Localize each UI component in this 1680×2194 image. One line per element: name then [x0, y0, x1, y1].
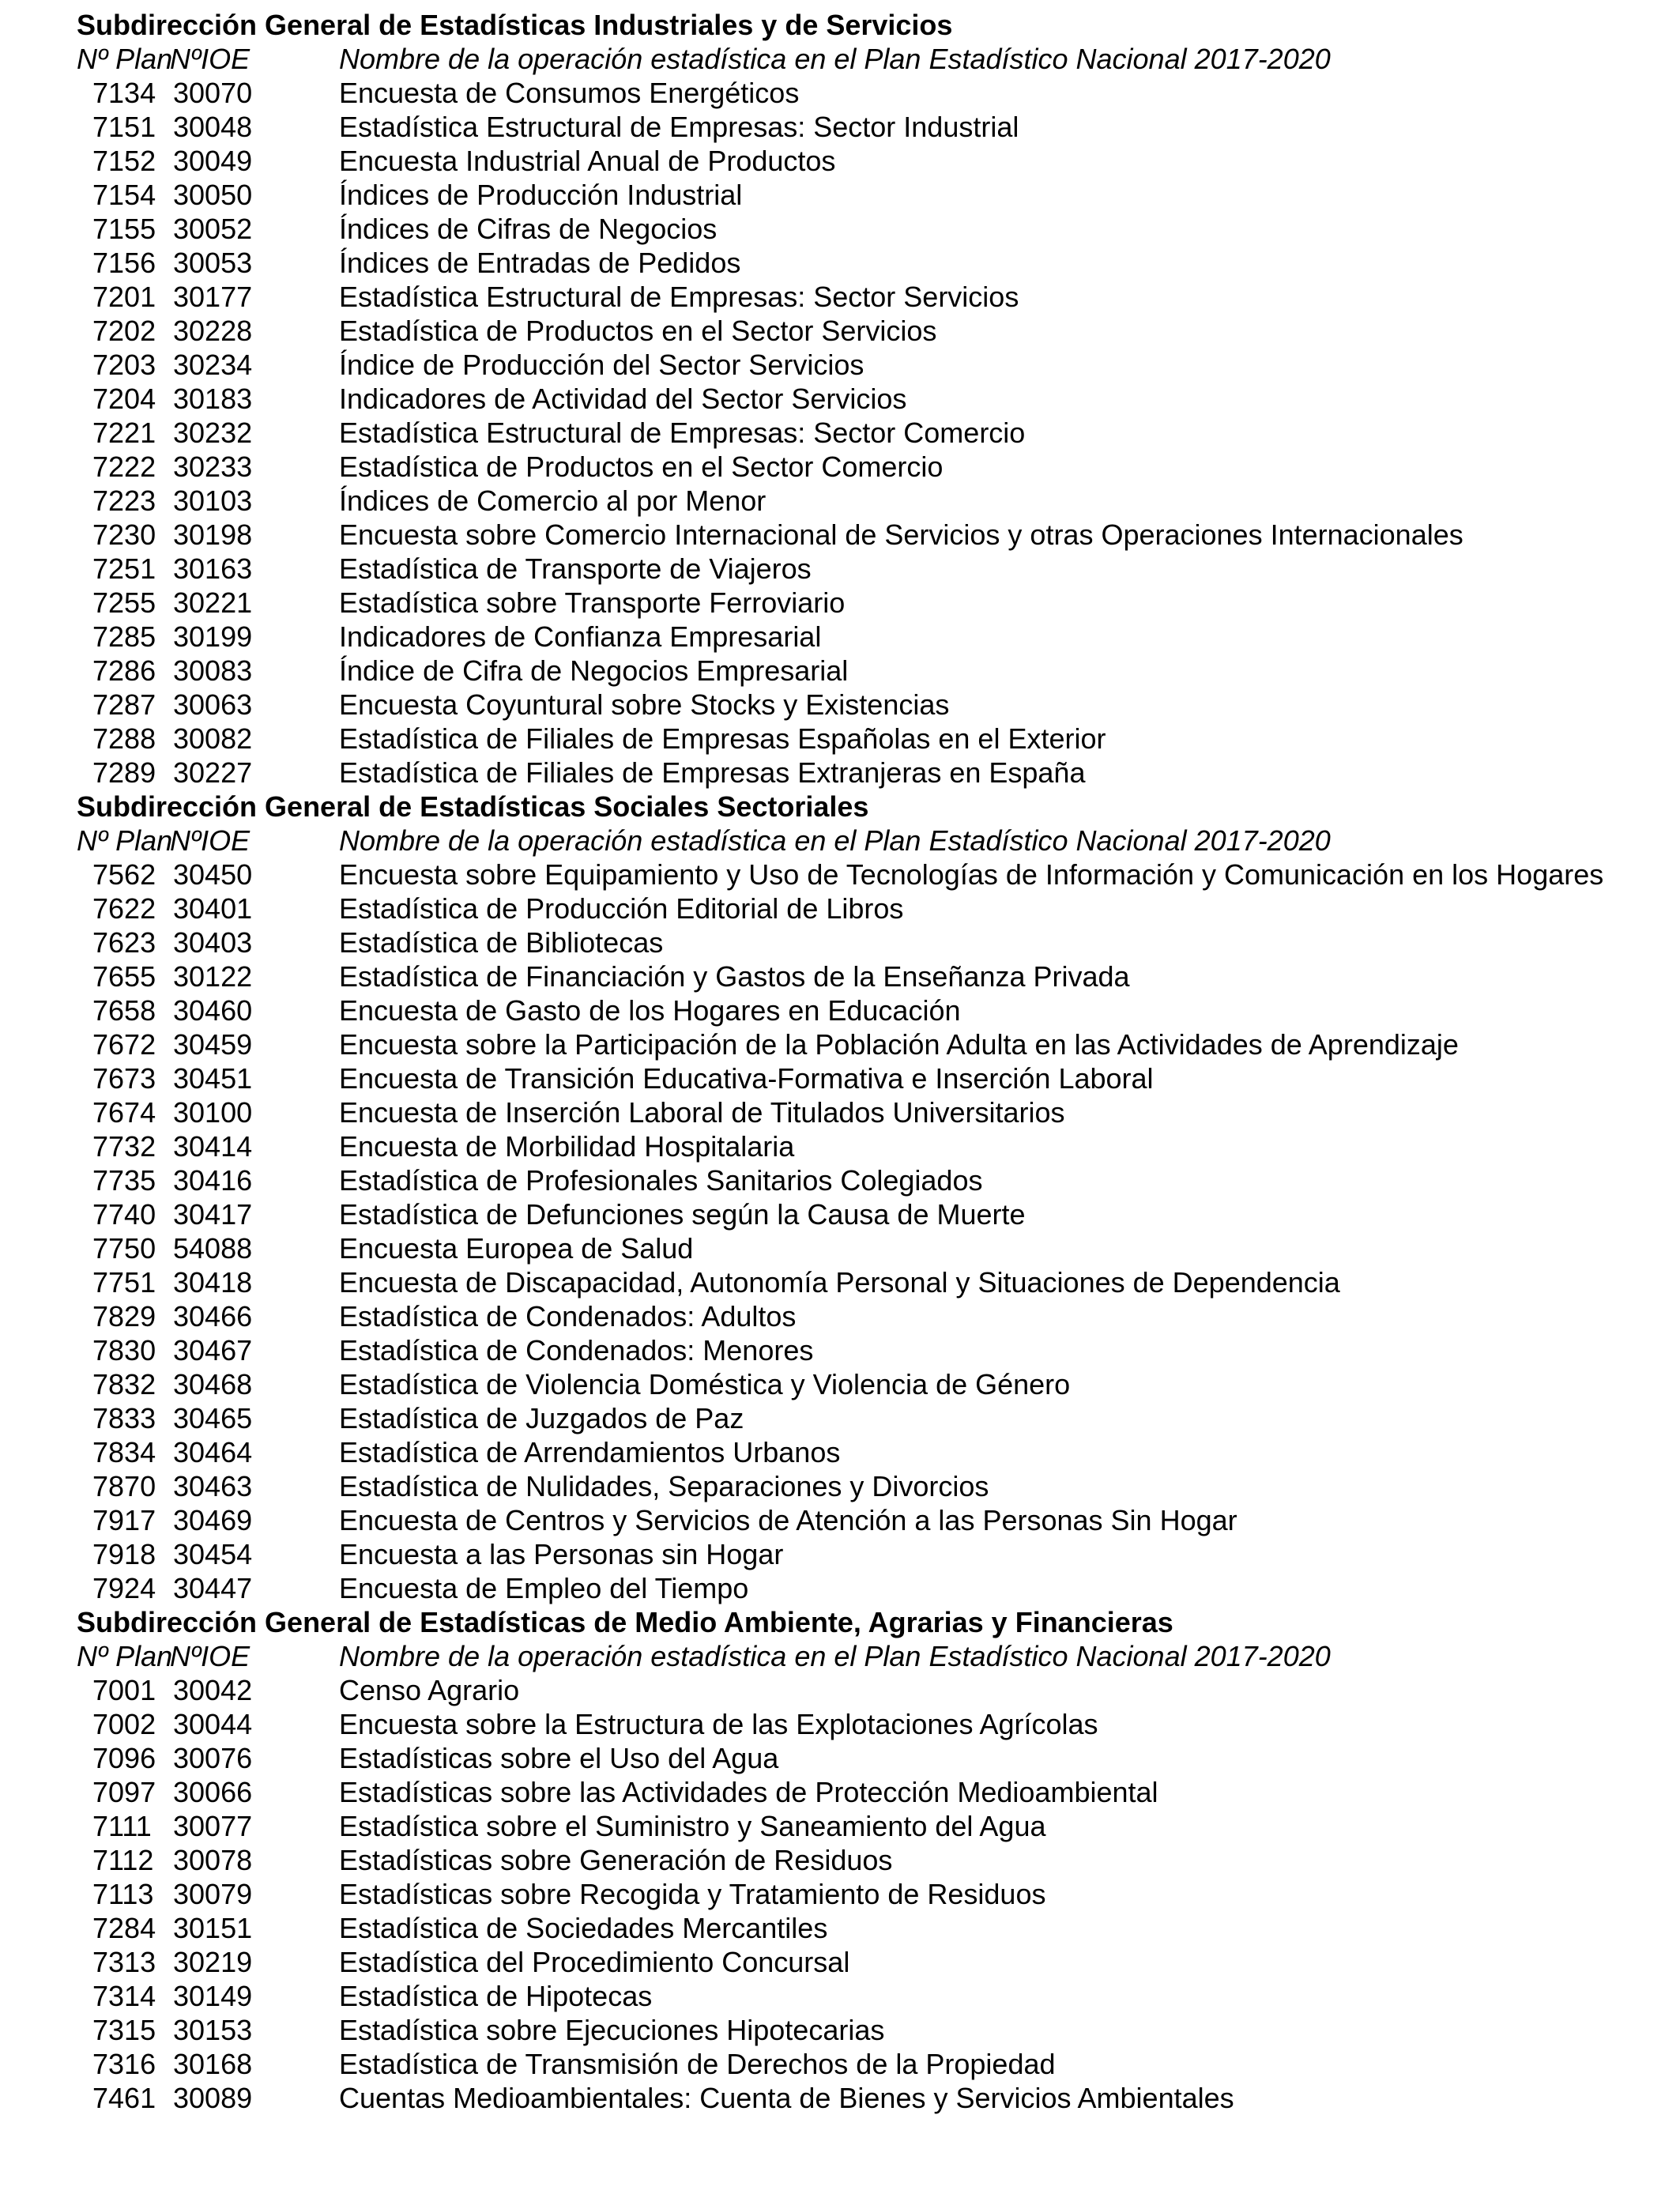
- ioe-number: 30416: [173, 1164, 253, 1197]
- table-row: [77, 552, 1649, 586]
- plan-number: 7287: [92, 688, 156, 721]
- ioe-number: 30465: [173, 1402, 253, 1434]
- plan-number: 7112: [92, 1844, 154, 1876]
- operation-name: Encuesta Coyuntural sobre Stocks y Existencias: [339, 688, 950, 721]
- table-row: [77, 1299, 1649, 1333]
- operation-name: Estadística de Producción Editorial de Libros: [339, 892, 904, 925]
- table-row: [77, 382, 1649, 416]
- table-row: [77, 280, 1649, 314]
- table-row: [77, 1503, 1649, 1537]
- ioe-number: 30464: [173, 1436, 253, 1468]
- ioe-number: 30066: [173, 1776, 253, 1808]
- operation-name: Estadística de Transmisión de Derechos de la Propiedad: [339, 2048, 1056, 2080]
- ioe-number: 30221: [173, 586, 253, 619]
- ioe-number: 30460: [173, 994, 253, 1027]
- plan-number: 7750: [92, 1232, 156, 1265]
- operation-name: Estadística de Filiales de Empresas Españolas en el Exterior: [339, 722, 1106, 755]
- plan-number: 7230: [92, 518, 156, 551]
- plan-number: 7832: [92, 1368, 156, 1400]
- plan-number: 7255: [92, 586, 156, 619]
- ioe-number: 30168: [173, 2048, 253, 2080]
- table-row: [77, 1265, 1649, 1299]
- operation-name: Índices de Producción Industrial: [339, 179, 743, 211]
- ioe-number: 30466: [173, 1300, 253, 1333]
- section: [77, 8, 1649, 790]
- table-row: [77, 2047, 1649, 2081]
- plan-number: 7622: [92, 892, 156, 925]
- table-row: [77, 959, 1649, 993]
- operation-name: Cuentas Medioambientales: Cuenta de Bienes y Servicios Ambientales: [339, 2082, 1234, 2114]
- ioe-number: 30401: [173, 892, 253, 925]
- plan-number: 7203: [92, 349, 156, 381]
- table-row: [77, 1707, 1649, 1741]
- operation-name: Estadística de Sociedades Mercantiles: [339, 1912, 828, 1944]
- plan-number: 7834: [92, 1436, 156, 1468]
- table-row: [77, 620, 1649, 654]
- operation-name: Indicadores de Actividad del Sector Servicios: [339, 383, 907, 415]
- operation-name: Estadística sobre el Suministro y Saneamiento del Agua: [339, 1810, 1046, 1842]
- table-row: [77, 1979, 1649, 2013]
- ioe-number: 30414: [173, 1130, 253, 1163]
- ioe-number: 30163: [173, 552, 253, 585]
- ioe-number: 30076: [173, 1742, 253, 1774]
- table-row: [77, 1571, 1649, 1605]
- plan-number: 7155: [92, 213, 156, 245]
- operation-name: Estadísticas sobre Generación de Residuos: [339, 1844, 893, 1876]
- plan-number: 7285: [92, 620, 156, 653]
- operation-name: Estadística de Financiación y Gastos de la Enseñanza Privada: [339, 960, 1130, 993]
- operation-name: Estadísticas sobre Recogida y Tratamiento de Residuos: [339, 1878, 1046, 1910]
- header-ioe: NºIOE: [170, 1640, 250, 1672]
- table-row: [77, 484, 1649, 518]
- plan-number: 7623: [92, 926, 156, 959]
- operation-name: Encuesta Europea de Salud: [339, 1232, 694, 1265]
- table-row: [77, 1129, 1649, 1163]
- ioe-number: 30078: [173, 1844, 253, 1876]
- plan-number: 7918: [92, 1538, 156, 1570]
- table-row: [77, 2013, 1649, 2047]
- ioe-number: 54088: [173, 1232, 253, 1265]
- plan-number: 7152: [92, 145, 156, 177]
- ioe-number: 30227: [173, 756, 253, 789]
- table-row: [77, 688, 1649, 722]
- table-row: [77, 518, 1649, 552]
- operation-name: Encuesta de Morbilidad Hospitalaria: [339, 1130, 795, 1163]
- ioe-number: 30122: [173, 960, 253, 993]
- operation-name: Estadística de Hipotecas: [339, 1980, 653, 2012]
- plan-number: 7461: [92, 2082, 156, 2114]
- plan-number: 7313: [92, 1946, 156, 1978]
- plan-number: 7658: [92, 994, 156, 1027]
- header-plan: Nº Plan: [77, 1640, 173, 1672]
- plan-number: 7673: [92, 1062, 156, 1095]
- table-row: [77, 1469, 1649, 1503]
- plan-number: 7111: [92, 1810, 152, 1842]
- column-header-row: [77, 42, 1649, 76]
- ioe-number: 30233: [173, 450, 253, 483]
- plan-number: 7674: [92, 1096, 156, 1129]
- ioe-number: 30469: [173, 1504, 253, 1536]
- operation-name: Índices de Comercio al por Menor: [339, 484, 767, 517]
- table-row: [77, 1537, 1649, 1571]
- ioe-number: 30053: [173, 247, 253, 279]
- table-row: [77, 722, 1649, 756]
- ioe-number: 30468: [173, 1368, 253, 1400]
- table-row: [77, 1945, 1649, 1979]
- plan-number: 7286: [92, 654, 156, 687]
- table-row: [77, 654, 1649, 688]
- ioe-number: 30177: [173, 281, 253, 313]
- table-row: [77, 1877, 1649, 1911]
- ioe-number: 30077: [173, 1810, 253, 1842]
- header-ioe: NºIOE: [170, 43, 250, 75]
- operation-name: Estadística de Bibliotecas: [339, 926, 664, 959]
- document-page: [77, 8, 1649, 2115]
- ioe-number: 30418: [173, 1266, 253, 1299]
- ioe-number: 30044: [173, 1708, 253, 1740]
- operation-name: Estadística de Juzgados de Paz: [339, 1402, 744, 1434]
- plan-number: 7316: [92, 2048, 156, 2080]
- plan-number: 7251: [92, 552, 156, 585]
- operation-name: Encuesta sobre la Estructura de las Explotaciones Agrícolas: [339, 1708, 1098, 1740]
- column-header-row: [77, 1639, 1649, 1673]
- operation-name: Estadística de Arrendamientos Urbanos: [339, 1436, 841, 1468]
- operation-name: Estadística de Nulidades, Separaciones y Divorcios: [339, 1470, 989, 1502]
- table-row: [77, 1673, 1649, 1707]
- plan-number: 7870: [92, 1470, 156, 1502]
- plan-number: 7732: [92, 1130, 156, 1163]
- plan-number: 7315: [92, 2014, 156, 2046]
- operation-name: Encuesta de Empleo del Tiempo: [339, 1572, 749, 1604]
- table-row: [77, 416, 1649, 450]
- ioe-number: 30103: [173, 484, 253, 517]
- ioe-number: 30467: [173, 1334, 253, 1367]
- ioe-number: 30219: [173, 1946, 253, 1978]
- ioe-number: 30049: [173, 145, 253, 177]
- plan-number: 7096: [92, 1742, 156, 1774]
- header-name: Nombre de la operación estadística en el Plan Estadístico Nacional 2017-2020: [339, 1640, 1331, 1672]
- ioe-number: 30070: [173, 77, 253, 109]
- table-row: [77, 1911, 1649, 1945]
- ioe-number: 30083: [173, 654, 253, 687]
- table-row: [77, 76, 1649, 110]
- ioe-number: 30149: [173, 1980, 253, 2012]
- table-row: [77, 1741, 1649, 1775]
- operation-name: Índice de Cifra de Negocios Empresarial: [339, 654, 849, 687]
- table-row: [77, 1027, 1649, 1061]
- ioe-number: 30459: [173, 1028, 253, 1061]
- plan-number: 7740: [92, 1198, 156, 1231]
- table-row: [77, 144, 1649, 178]
- ioe-number: 30417: [173, 1198, 253, 1231]
- ioe-number: 30232: [173, 417, 253, 449]
- table-row: [77, 246, 1649, 280]
- plan-number: 7830: [92, 1334, 156, 1367]
- operation-name: Encuesta de Discapacidad, Autonomía Personal y Situaciones de Dependencia: [339, 1266, 1340, 1299]
- operation-name: Estadística sobre Transporte Ferroviario: [339, 586, 846, 619]
- operation-name: Estadística de Condenados: Menores: [339, 1334, 814, 1367]
- plan-number: 7222: [92, 450, 156, 483]
- operation-name: Estadística Estructural de Empresas: Sector Industrial: [339, 111, 1019, 143]
- ioe-number: 30079: [173, 1878, 253, 1910]
- ioe-number: 30089: [173, 2082, 253, 2114]
- plan-number: 7833: [92, 1402, 156, 1434]
- ioe-number: 30198: [173, 518, 253, 551]
- operation-name: Estadística Estructural de Empresas: Sector Servicios: [339, 281, 1019, 313]
- column-header-row: [77, 824, 1649, 858]
- plan-number: 7917: [92, 1504, 156, 1536]
- ioe-number: 30234: [173, 349, 253, 381]
- plan-number: 7097: [92, 1776, 156, 1808]
- plan-number: 7001: [92, 1674, 156, 1706]
- table-row: [77, 2081, 1649, 2115]
- table-row: [77, 178, 1649, 212]
- plan-number: 7221: [92, 417, 156, 449]
- header-name: Nombre de la operación estadística en el Plan Estadístico Nacional 2017-2020: [339, 824, 1331, 857]
- section: [77, 1605, 1649, 2115]
- table-row: [77, 1843, 1649, 1877]
- operation-name: Encuesta de Transición Educativa-Formativa e Inserción Laboral: [339, 1062, 1154, 1095]
- header-plan: Nº Plan: [77, 43, 173, 75]
- ioe-number: 30199: [173, 620, 253, 653]
- operation-name: Encuesta a las Personas sin Hogar: [339, 1538, 784, 1570]
- operation-name: Estadísticas sobre las Actividades de Protección Medioambiental: [339, 1776, 1158, 1808]
- plan-number: 7002: [92, 1708, 156, 1740]
- table-row: [77, 212, 1649, 246]
- table-row: [77, 756, 1649, 790]
- ioe-number: 30451: [173, 1062, 253, 1095]
- plan-number: 7202: [92, 315, 156, 347]
- table-row: [77, 1231, 1649, 1265]
- ioe-number: 30082: [173, 722, 253, 755]
- operation-name: Encuesta Industrial Anual de Productos: [339, 145, 836, 177]
- operation-name: Encuesta de Centros y Servicios de Atención a las Personas Sin Hogar: [339, 1504, 1237, 1536]
- operation-name: Encuesta de Consumos Energéticos: [339, 77, 800, 109]
- plan-number: 7672: [92, 1028, 156, 1061]
- plan-number: 7223: [92, 484, 156, 517]
- header-plan: Nº Plan: [77, 824, 173, 857]
- plan-number: 7829: [92, 1300, 156, 1333]
- table-row: [77, 586, 1649, 620]
- table-row: [77, 925, 1649, 959]
- operation-name: Índice de Producción del Sector Servicios: [339, 349, 864, 381]
- operation-name: Estadística de Violencia Doméstica y Violencia de Género: [339, 1368, 1071, 1400]
- operation-name: Encuesta sobre la Participación de la Población Adulta en las Actividades de Aprendizaje: [339, 1028, 1459, 1061]
- ioe-number: 30050: [173, 179, 253, 211]
- operation-name: Estadística sobre Ejecuciones Hipotecarias: [339, 2014, 885, 2046]
- operation-name: Estadística Estructural de Empresas: Sector Comercio: [339, 417, 1026, 449]
- ioe-number: 30063: [173, 688, 253, 721]
- plan-number: 7562: [92, 858, 156, 891]
- table-row: [77, 348, 1649, 382]
- table-row: [77, 892, 1649, 925]
- plan-number: 7134: [92, 77, 156, 109]
- table-row: [77, 1061, 1649, 1095]
- plan-number: 7151: [92, 111, 156, 143]
- table-row: [77, 1809, 1649, 1843]
- operation-name: Índices de Cifras de Negocios: [339, 213, 718, 245]
- plan-number: 7113: [92, 1878, 154, 1910]
- table-row: [77, 314, 1649, 348]
- operation-name: Estadísticas sobre el Uso del Agua: [339, 1742, 779, 1774]
- table-row: [77, 1095, 1649, 1129]
- ioe-number: 30228: [173, 315, 253, 347]
- ioe-number: 30463: [173, 1470, 253, 1502]
- table-row: [77, 1333, 1649, 1367]
- operation-name: Estadística de Productos en el Sector Comercio: [339, 450, 944, 483]
- table-row: [77, 110, 1649, 144]
- operation-name: Estadística de Productos en el Sector Servicios: [339, 315, 937, 347]
- ioe-number: 30183: [173, 383, 253, 415]
- operation-name: Estadística de Profesionales Sanitarios Colegiados: [339, 1164, 983, 1197]
- table-row: [77, 1435, 1649, 1469]
- table-row: [77, 858, 1649, 892]
- operation-name: Estadística de Filiales de Empresas Extranjeras en España: [339, 756, 1086, 789]
- operation-name: Encuesta de Inserción Laboral de Titulados Universitarios: [339, 1096, 1065, 1129]
- plan-number: 7154: [92, 179, 156, 211]
- table-row: [77, 1367, 1649, 1401]
- ioe-number: 30153: [173, 2014, 253, 2046]
- table-row: [77, 1163, 1649, 1197]
- operation-name: Estadística del Procedimiento Concursal: [339, 1946, 850, 1978]
- plan-number: 7156: [92, 247, 156, 279]
- ioe-number: 30403: [173, 926, 253, 959]
- plan-number: 7751: [92, 1266, 156, 1299]
- operation-name: Estadística de Condenados: Adultos: [339, 1300, 797, 1333]
- table-row: [77, 450, 1649, 484]
- table-row: [77, 1775, 1649, 1809]
- plan-number: 7924: [92, 1572, 156, 1604]
- section-title: Subdirección General de Estadísticas Industriales y de Servicios: [77, 9, 953, 41]
- operation-name: Censo Agrario: [339, 1674, 520, 1706]
- operation-name: Encuesta sobre Equipamiento y Uso de Tecnologías de Información y Comunicación en los Hogares: [339, 858, 1604, 891]
- operation-name: Encuesta sobre Comercio Internacional de Servicios y otras Operaciones Internacionales: [339, 518, 1463, 551]
- ioe-number: 30048: [173, 111, 253, 143]
- ioe-number: 30447: [173, 1572, 253, 1604]
- ioe-number: 30042: [173, 1674, 253, 1706]
- plan-number: 7204: [92, 383, 156, 415]
- operation-name: Estadística de Defunciones según la Causa de Muerte: [339, 1198, 1026, 1231]
- plan-number: 7288: [92, 722, 156, 755]
- plan-number: 7289: [92, 756, 156, 789]
- ioe-number: 30450: [173, 858, 253, 891]
- operation-name: Estadística de Transporte de Viajeros: [339, 552, 812, 585]
- table-row: [77, 1197, 1649, 1231]
- plan-number: 7284: [92, 1912, 156, 1944]
- section-title: Subdirección General de Estadísticas de Medio Ambiente, Agrarias y Financieras: [77, 1606, 1173, 1638]
- operation-name: Índices de Entradas de Pedidos: [339, 247, 741, 279]
- plan-number: 7655: [92, 960, 156, 993]
- plan-number: 7201: [92, 281, 156, 313]
- plan-number: 7735: [92, 1164, 156, 1197]
- section-title: Subdirección General de Estadísticas Sociales Sectoriales: [77, 790, 869, 823]
- operation-name: Indicadores de Confianza Empresarial: [339, 620, 822, 653]
- section: [77, 790, 1649, 1605]
- ioe-number: 30454: [173, 1538, 253, 1570]
- table-row: [77, 1401, 1649, 1435]
- header-ioe: NºIOE: [170, 824, 250, 857]
- header-name: Nombre de la operación estadística en el Plan Estadístico Nacional 2017-2020: [339, 43, 1331, 75]
- ioe-number: 30052: [173, 213, 253, 245]
- plan-number: 7314: [92, 1980, 156, 2012]
- operation-name: Encuesta de Gasto de los Hogares en Educación: [339, 994, 961, 1027]
- table-row: [77, 993, 1649, 1027]
- ioe-number: 30100: [173, 1096, 253, 1129]
- ioe-number: 30151: [173, 1912, 253, 1944]
